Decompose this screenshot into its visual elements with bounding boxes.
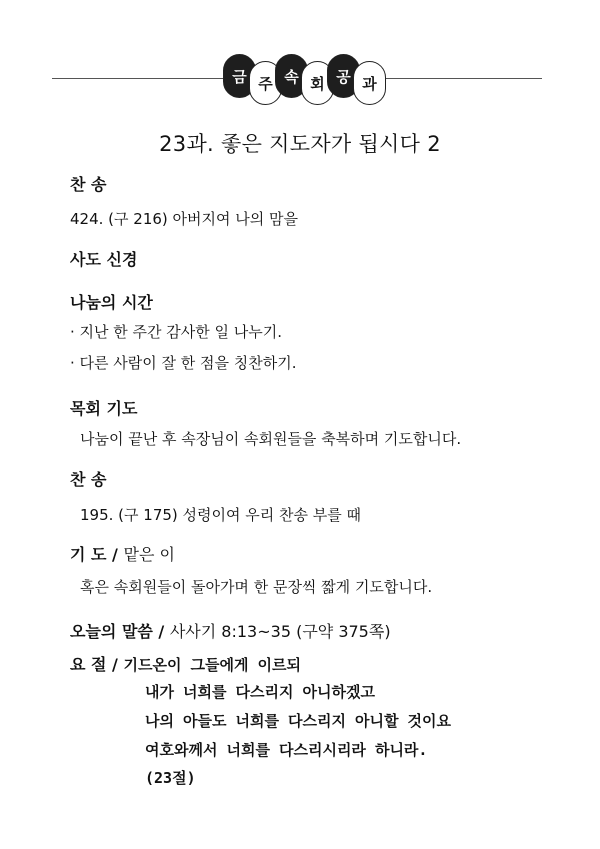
summary-line: 내가 너희를 다스리지 아니하겠고 bbox=[145, 683, 375, 701]
badge-char: 주 bbox=[249, 61, 282, 105]
badge-char: 과 bbox=[353, 61, 386, 105]
badge-char: 속 bbox=[275, 54, 308, 98]
hymn-heading: 찬 송 bbox=[70, 175, 107, 194]
badge-char: 금 bbox=[223, 54, 256, 98]
prayer-heading bbox=[70, 542, 175, 565]
prayer-label: 기 도 / bbox=[70, 545, 118, 564]
hymn-text: 195. (구 175) 성령이여 우리 찬송 부를 때 bbox=[80, 506, 361, 524]
summary-label: 요 절 / bbox=[70, 655, 118, 674]
word-heading bbox=[70, 619, 391, 642]
badge-char: 회 bbox=[301, 61, 334, 105]
hymn-text: 424. (구 216) 아버지여 나의 맘을 bbox=[70, 210, 298, 228]
header-badge bbox=[223, 56, 386, 102]
sharing-item: · 다른 사람이 잘 한 점을 칭찬하기. bbox=[70, 354, 297, 372]
word-label: 오늘의 말씀 / bbox=[70, 622, 165, 641]
badge-char: 공 bbox=[327, 54, 360, 98]
prayer-text: 혹은 속회원들이 돌아가며 한 문장씩 짧게 기도합니다. bbox=[80, 578, 433, 596]
prayer-assignee: 맡은 이 bbox=[123, 545, 175, 564]
summary-line: 여호와께서 너희를 다스리시리라 하니라. bbox=[145, 741, 428, 759]
pastoral-prayer-heading: 목회 기도 bbox=[70, 399, 138, 418]
creed-heading: 사도 신경 bbox=[70, 250, 138, 269]
hymn-heading: 찬 송 bbox=[70, 470, 107, 489]
pastoral-prayer-text: 나눔이 끝난 후 속장님이 속회원들을 축복하며 기도합니다. bbox=[80, 430, 462, 448]
summary-heading bbox=[70, 652, 301, 675]
summary-line: 나의 아들도 너희를 다스리지 아니할 것이요 bbox=[145, 712, 451, 730]
page-title: 23과. 좋은 지도자가 됩시다 2 bbox=[159, 132, 441, 156]
sharing-heading: 나눔의 시간 bbox=[70, 293, 153, 312]
summary-line: 기드온이 그들에게 이르되 bbox=[123, 656, 301, 674]
sharing-item: · 지난 한 주간 감사한 일 나누기. bbox=[70, 323, 283, 341]
scripture-reference: 사사기 8:13~35 (구약 375쪽) bbox=[169, 622, 391, 641]
summary-verse: (23절) bbox=[145, 769, 196, 787]
